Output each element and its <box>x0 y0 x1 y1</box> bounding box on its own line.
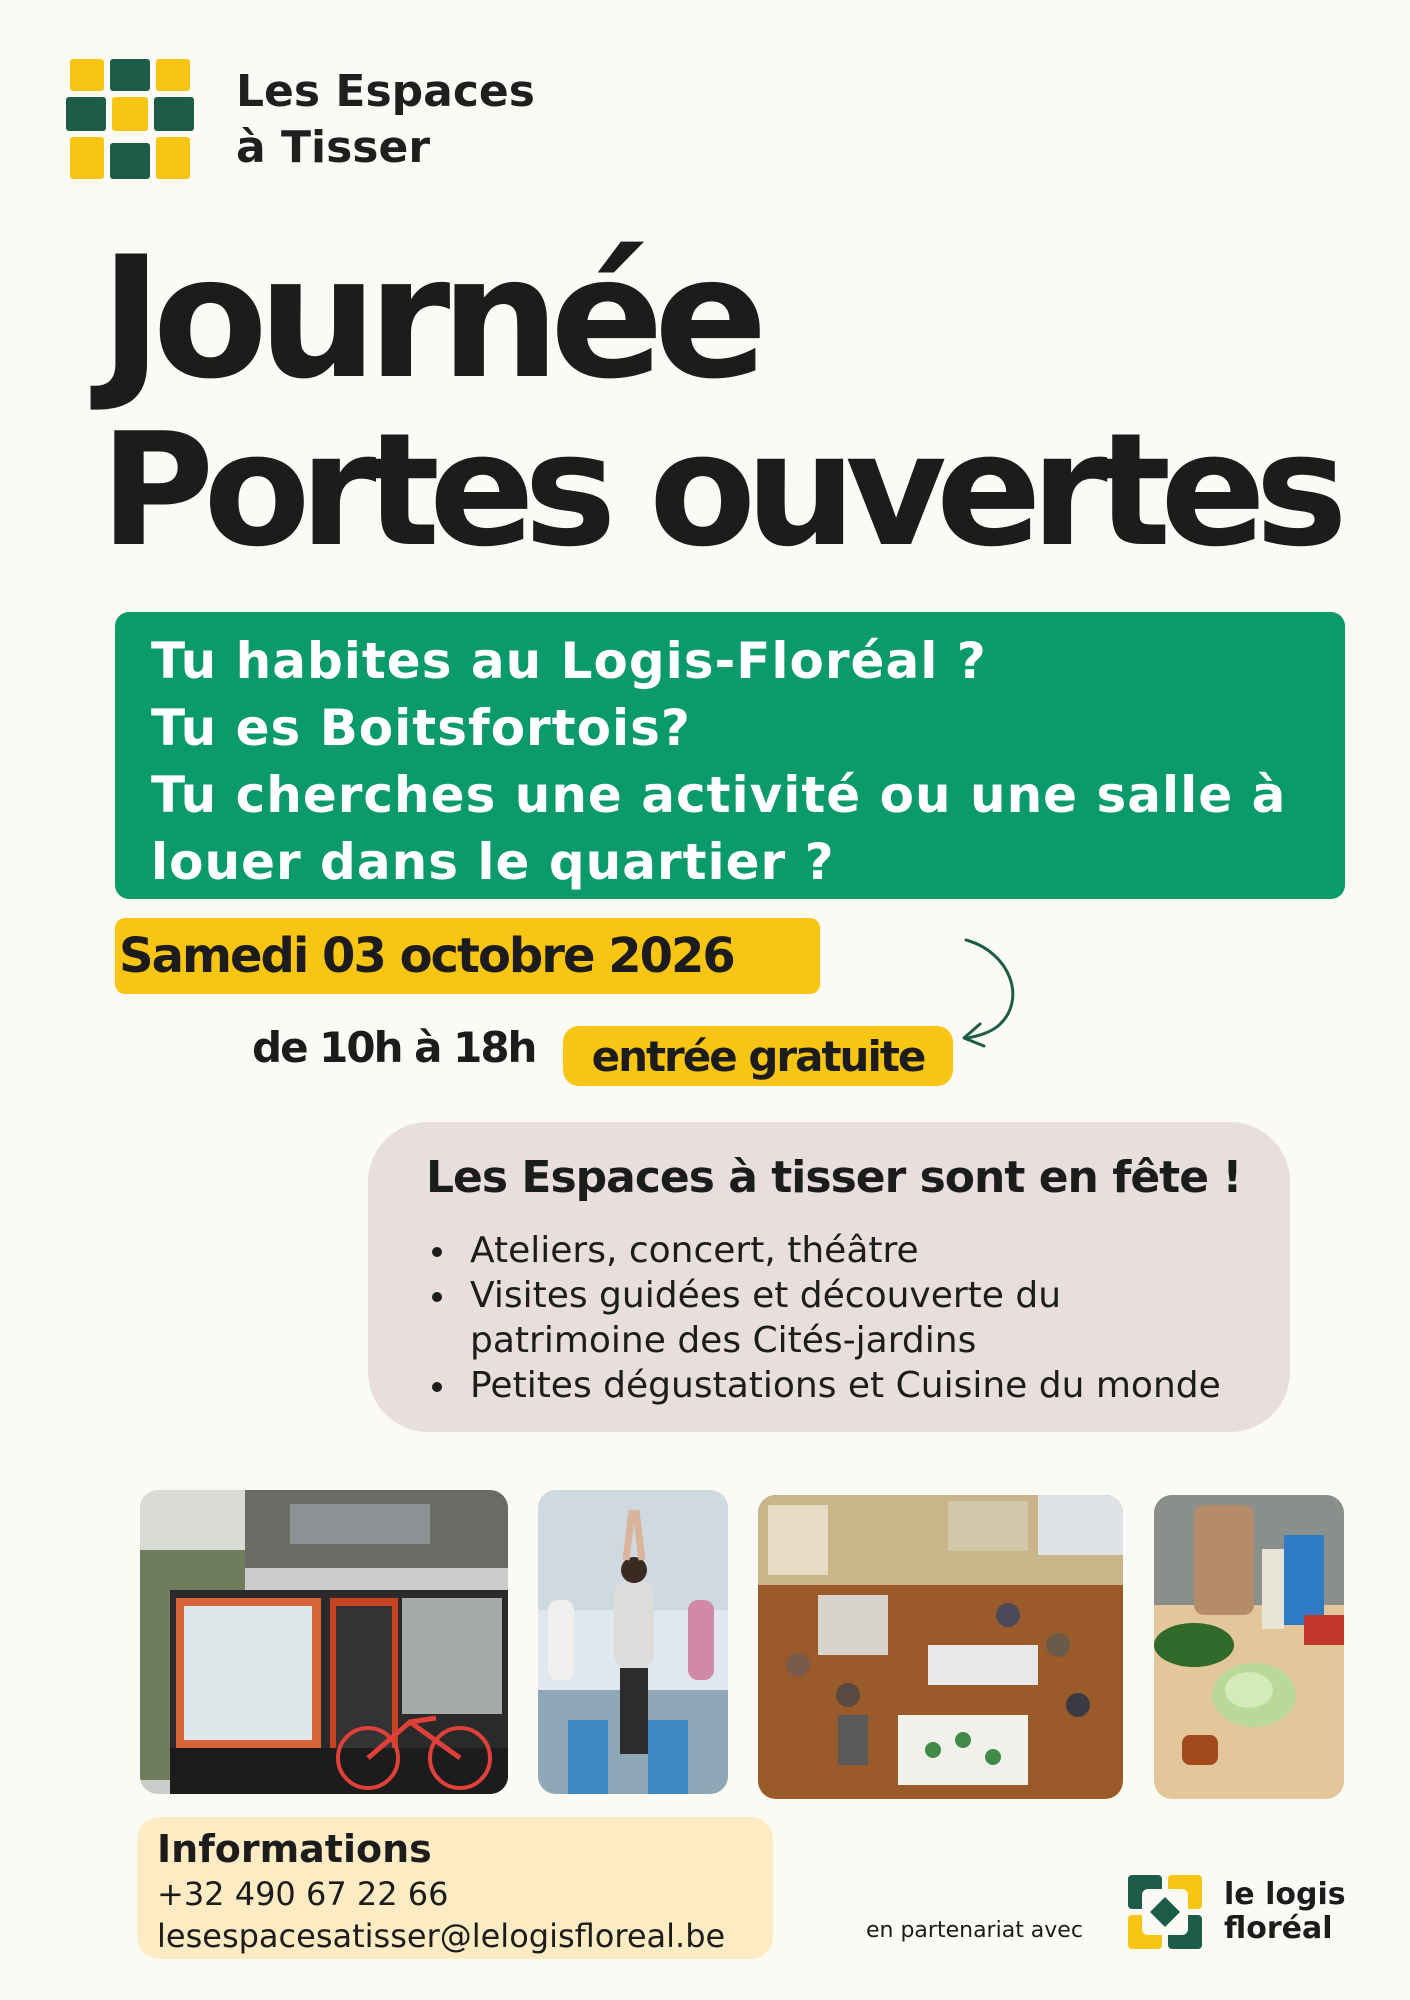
event-hours: de 10h à 18h <box>252 1023 536 1072</box>
question-line: Tu habites au Logis-Floréal ? <box>151 632 987 690</box>
questions-box <box>115 612 1345 899</box>
list-item: Visites guidées et découverte du <box>426 1273 1290 1318</box>
info-title: Informations <box>157 1827 432 1871</box>
email-address: lesespacesatisser@lelogisfloreal.be <box>157 1917 726 1955</box>
org-name <box>236 64 535 176</box>
cooking-table-photo <box>1154 1495 1344 1799</box>
partner-name <box>1224 1878 1346 1946</box>
logis-floreal-logo-icon <box>1128 1875 1202 1949</box>
curved-arrow-icon <box>940 930 1030 1050</box>
org-name-line1: Les Espaces <box>236 66 535 117</box>
page-title <box>100 220 1360 581</box>
program-box <box>368 1122 1290 1432</box>
title-line2: Portes ouvertes <box>100 399 1337 581</box>
exhibition-hall-photo <box>758 1495 1123 1799</box>
phone-number: +32 490 67 22 66 <box>157 1875 449 1913</box>
woven-squares-logo-icon <box>66 57 194 185</box>
yoga-class-photo <box>538 1490 728 1794</box>
question-line: Tu cherches une activité ou une salle à <box>151 766 1287 824</box>
partner-label: en partenariat avec <box>866 1918 1083 1943</box>
program-list <box>426 1228 1290 1408</box>
partner-name-line1: le logis <box>1224 1877 1346 1912</box>
list-item: patrimoine des Cités-jardins <box>470 1320 977 1361</box>
org-name-line2: à Tisser <box>236 122 431 173</box>
storefront-photo <box>140 1490 508 1794</box>
list-item: Ateliers, concert, théâtre <box>426 1228 1290 1273</box>
list-item: Petites dégustations et Cuisine du monde <box>426 1363 1290 1408</box>
question-line: louer dans le quartier ? <box>151 833 835 891</box>
event-date: Samedi 03 octobre 2026 <box>115 918 820 994</box>
question-line: Tu es Boitsfortois? <box>151 699 691 757</box>
program-title: Les Espaces à tisser sont en fête ! <box>426 1152 1242 1203</box>
admission-badge: entrée gratuite <box>563 1026 953 1086</box>
partner-name-line2: floréal <box>1224 1911 1333 1946</box>
contact-info-box <box>137 1817 773 1959</box>
title-line1: Journée <box>100 220 758 416</box>
